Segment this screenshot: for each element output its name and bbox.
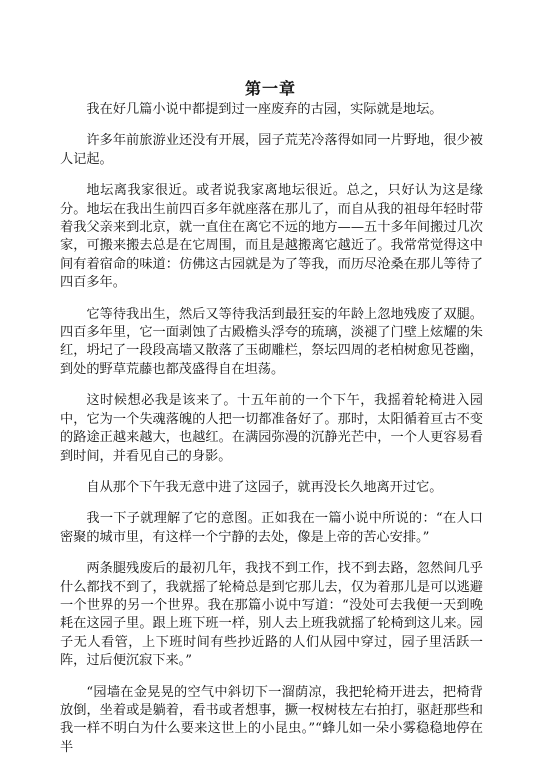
paragraph-6: 自从那个下午我无意中进了这园子，就再没长久地离开过它。: [86, 479, 443, 495]
body-text: [60, 101, 483, 770]
paragraph-9: “园墙在金晃晃的空气中斜切下一溜荫凉，我把轮椅开进去，把椅背放倒，坐着或是躺着，看书或者想事，撅一杈树枝左右拍打，驱赶那些和我一样不明白为什么要来这世上的小昆虫。”“蜂儿如一朵小雾稳稳地停在半: [60, 684, 483, 755]
chapter-title: 第一章: [244, 79, 296, 98]
paragraph-3: 地坛离我家很近。或者说我家离地坛很近。总之，只好认为这是缘分。地坛在我出生前四百多年就座落在那儿了，而自从我的祖母年轻时带着我父亲来到北京，就一直住在离它不远的地方——五十多年间搬过几次家，可搬来搬去总是在它周围，而且是越搬离它越近了。我常常觉得这中间有着宿命的味道：仿佛这古园就是为了等我，而历尽沧桑在那儿等待了四百多年。: [60, 183, 483, 291]
paragraph-7: 我一下子就理解了它的意图。正如我在一篇小说中所说的：“在人口密聚的城市里，有这样一个宁静的去处，像是上帝的苦心安排。”: [60, 511, 483, 545]
paragraph-2: 许多年前旅游业还没有开展，园子荒芜冷落得如同一片野地，很少被人记起。: [60, 133, 483, 167]
paragraph-1: 我在好几篇小说中都提到过一座废弃的古园，实际就是地坛。: [86, 102, 443, 117]
paragraph-5: 这时候想必我是该来了。十五年前的一个下午，我摇着轮椅进入园中，它为一个失魂落魄的人把一切都准备好了。那时，太阳循着亘古不变的路途正越来越大，也越红。在满园弥漫的沉静光芒中，一个人更容易看到时间，并看见自己的身影。: [60, 393, 483, 464]
paragraph-4: 它等待我出生，然后又等待我活到最狂妄的年龄上忽地残废了双腿。四百多年里，它一面剥蚀了古殿檐头浮夸的琉璃，淡褪了门壁上炫耀的朱红，坍圮了一段段高墙又散落了玉砌雕栏，祭坛四周的老柏树愈见苍幽，到处的野草荒藤也都茂盛得自在坦荡。: [60, 306, 483, 377]
paragraph-8: 两条腿残废后的最初几年，我找不到工作，找不到去路，忽然间几乎什么都找不到了，我就摇了轮椅总是到它那儿去，仅为着那儿是可以逃避一个世界的另一个世界。我在那篇小说中写道：“没处可去我便一天到晚耗在这园子里。跟上班下班一样，别人去上班我就摇了轮椅到这儿来。园子无人看管，上下班时间有些抄近路的人们从园中穿过，园子里活跃一阵，过后便沉寂下来。”: [60, 561, 483, 669]
